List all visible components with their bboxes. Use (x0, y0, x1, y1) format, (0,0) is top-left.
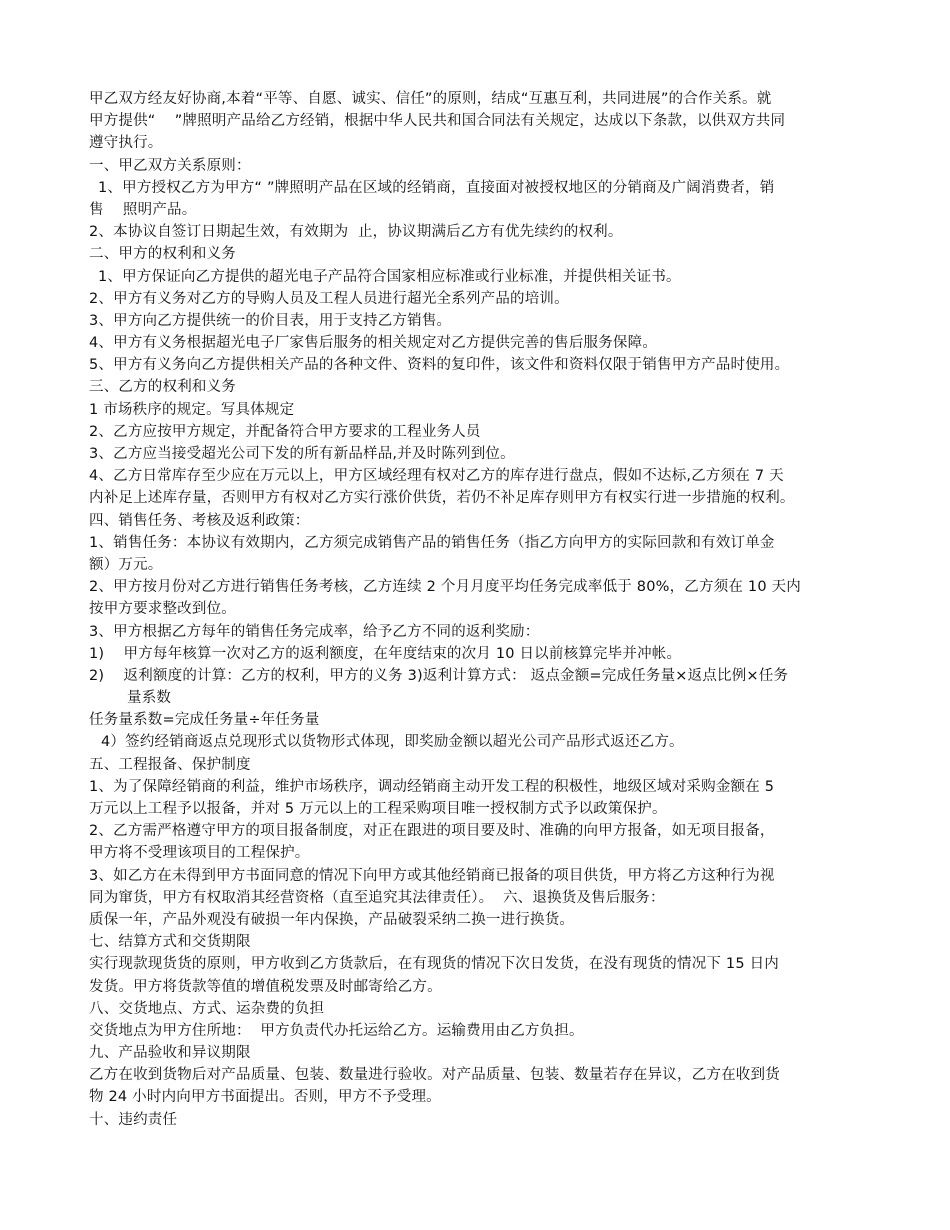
section-heading: 四、销售任务、考核及返利政策： (89, 512, 310, 529)
text-line: 万元以上工程予以报备，并对 5 万元以上的工程采购项目唯一授权制方式予以政策保护。 (89, 801, 667, 817)
text-line: 4、甲方有义务根据超光电子厂家售后服务的相关规定对乙方提供完善的售后服务保障。 (89, 335, 658, 352)
section-heading: 三、乙方的权利和义务 (89, 379, 236, 396)
section-heading: 七、结算方式和交货期限 (89, 934, 251, 951)
text-line: 2、本协议自签订日期起生效，有效期为 止，协议期满后乙方有优先续约的权利。 (89, 224, 623, 241)
text-line: 按甲方要求整改到位。 (89, 601, 236, 618)
text-line: 1、为了保障经销商的利益，维护市场秩序，调动经销商主动开发工程的积极性，地级区域对采购金额在 5 (89, 778, 775, 795)
section-heading: 一、甲乙双方关系原则： (89, 157, 251, 174)
text-line: 同为窜货，甲方有权取消其经营资格（直至追究其法律责任）。 六、退换货及售后服务： (89, 889, 665, 906)
text-line: 遵守执行。 (89, 135, 163, 152)
text-line: 乙方在收到货物后对产品质量、包装、数量进行验收。对产品质量、包装、数量若存在异议，乙方在收到货 (89, 1067, 780, 1084)
text-line: 质保一年，产品外观没有破损一年内保换，产品破裂采纳二换一进行换货。 (89, 911, 575, 928)
text-line: 2、乙方需严格遵守甲方的项目报备制度，对正在跟进的项目要及时、准确的向甲方报备，如无项目报备， (89, 823, 775, 840)
text-line: 甲乙双方经友好协商,本着“平等、自愿、诚实、信任”的原则，结成“互惠互利，共同进展”的合作关系。就 (89, 91, 772, 107)
text-line: 额）万元。 (89, 556, 163, 573)
text-line: 交货地点为甲方住所地： 甲方负责代办托运给乙方。运输费用由乙方负担。 (89, 1022, 584, 1039)
text-line: 1、销售任务：本协议有效期内，乙方须完成销售产品的销售任务（指乙方向甲方的实际回款和有效订单金 (89, 534, 775, 551)
text-line: 4）签约经销商返点兑现形式以货物形式体现，即奖励金额以超光公司产品形式返还乙方。 (101, 734, 684, 751)
text-line: 1、甲方保证向乙方提供的超光电子产品符合国家相应标准或行业标准，并提供相关证书。 (98, 268, 681, 285)
text-line: 任务量系数=完成任务量÷年任务量 (89, 712, 320, 729)
text-line: 1、甲方授权乙方为甲方“ ”牌照明产品在区域的经销商，直接面对被授权地区的分销商及广阔消费者，销 (98, 179, 775, 196)
text-line: 量系数 (127, 690, 172, 707)
text-line: 实行现款现货货的原则，甲方收到乙方货款后，在有现货的情况下次日发货，在没有现货的情况下 15 日内 (89, 956, 779, 973)
text-line: 售 照明产品。 (89, 201, 197, 218)
text-line: 3、如乙方在未得到甲方书面同意的情况下向甲方或其他经销商已报备的项目供货，甲方将乙方这种行为视 (89, 867, 775, 884)
section-heading: 九、产品验收和异议期限 (89, 1045, 251, 1062)
text-line: 物 24 小时内向甲方书面提出。否则，甲方不予受理。 (89, 1089, 441, 1106)
text-line: 2、甲方有义务对乙方的导购人员及工程人员进行超光全系列产品的培训。 (89, 290, 569, 307)
text-line: 甲方将不受理该项目的工程保护。 (89, 845, 310, 862)
text-line: 5、甲方有义务向乙方提供相关产品的各种文件、资料的复印件，该文件和资料仅限于销售甲方产品时使用。 (89, 357, 790, 374)
text-line: 2) 返利额度的计算：乙方的权利，甲方的义务 3)返利计算方式： 返点金额=完成任务量×返点比例×任务 (89, 667, 789, 684)
text-line: 3、乙方应当接受超光公司下发的所有新品样品,并及时陈列到位。 (89, 446, 515, 462)
text-line: 2、乙方应按甲方规定，并配备符合甲方要求的工程业务人员 (89, 423, 481, 440)
text-line: 1) 甲方每年核算一次对乙方的返利额度，在年度结束的次月 10 日以前核算完毕并冲帐。 (89, 645, 682, 662)
text-line: 3、甲方根据乙方每年的销售任务完成率，给予乙方不同的返利奖励： (89, 623, 540, 640)
text-line: 4、乙方日常库存至少应在万元以上，甲方区域经理有权对乙方的库存进行盘点，假如不达标,乙方须在 7 天 (89, 468, 784, 485)
section-heading: 十、违约责任 (89, 1111, 178, 1128)
text-line: 3、甲方向乙方提供统一的价目表，用于支持乙方销售。 (89, 312, 452, 329)
text-line: 1 市场秩序的规定。写具体规定 (89, 401, 295, 418)
text-line: 发货。甲方将货款等值的增值税发票及时邮寄给乙方。 (89, 978, 442, 995)
contract-body (89, 88, 869, 1131)
section-heading: 二、甲方的权利和义务 (89, 246, 236, 263)
section-heading: 八、交货地点、方式、运杂费的负担 (89, 1000, 325, 1017)
text-line: 甲方提供“ ”牌照明产品给乙方经销，根据中华人民共和国合同法有关规定，达成以下条款，以供双方共同 (89, 113, 786, 130)
section-heading: 五、工程报备、保护制度 (89, 756, 251, 773)
text-line: 2、甲方按月份对乙方进行销售任务考核，乙方连续 2 个月月度平均任务完成率低于 80%，乙方须在 10 天内 (89, 579, 801, 596)
text-line: 内补足上述库存量，否则甲方有权对乙方实行涨价供货，若仍不补足库存则甲方有权实行进一步措施的权利。 (89, 490, 795, 507)
